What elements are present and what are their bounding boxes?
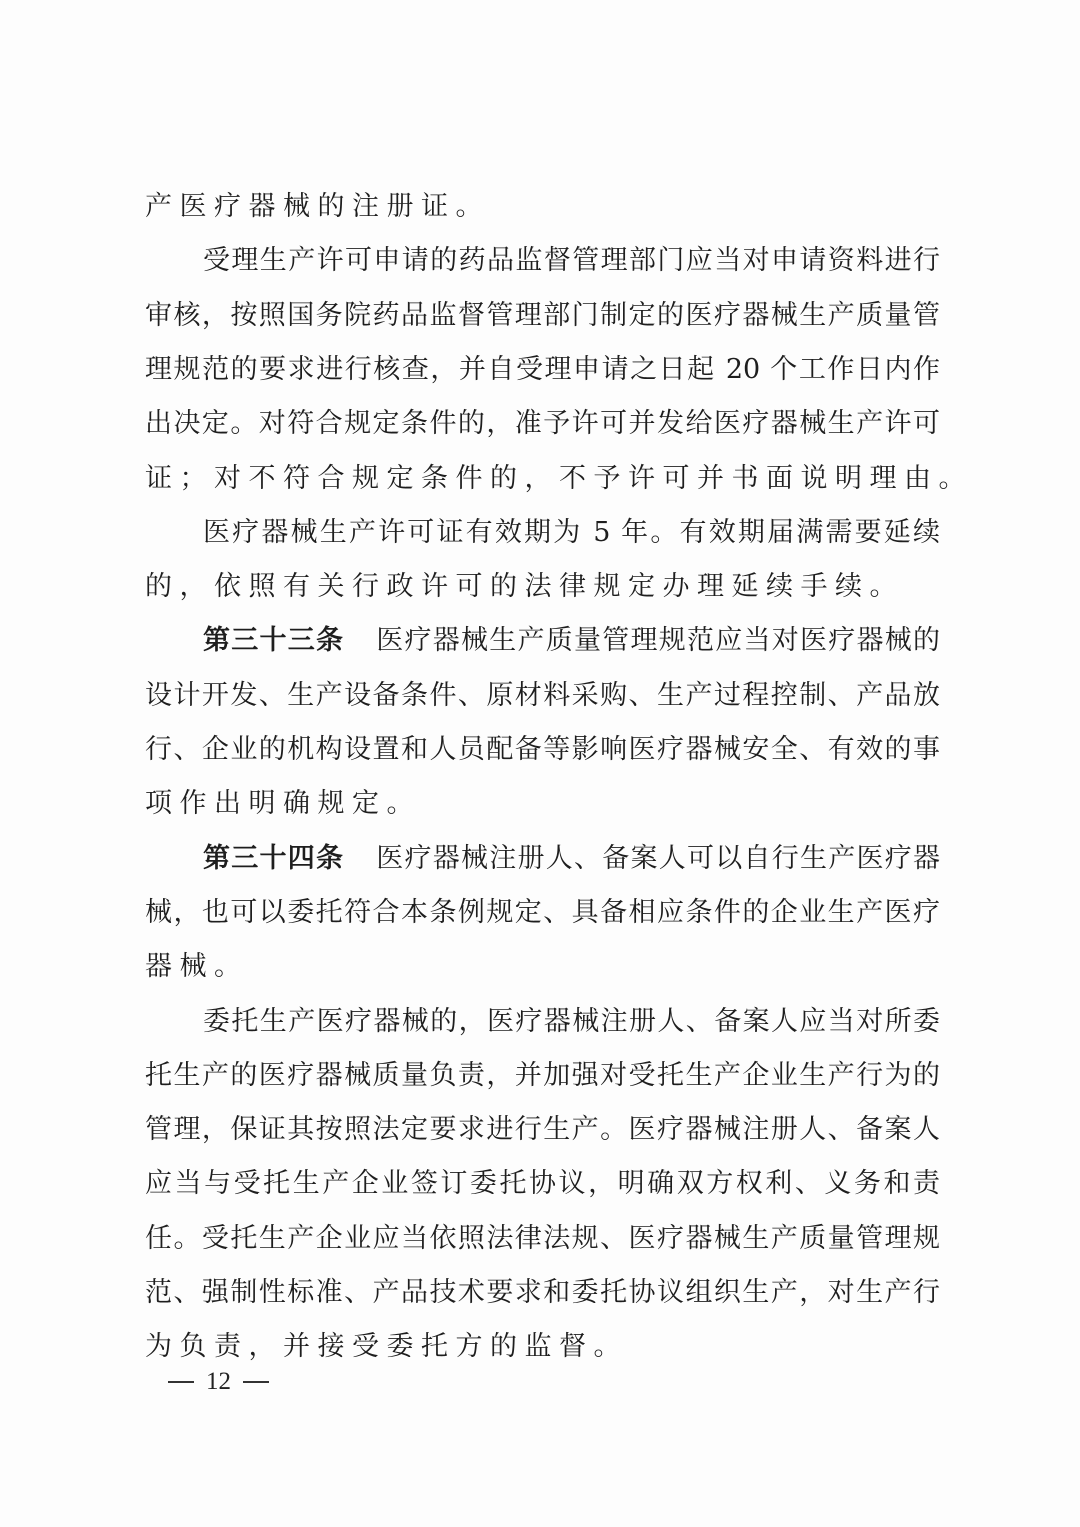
- line-text: 托生产的医疗器械质量负责，并加强对受托生产企业生产行为的: [145, 1059, 940, 1091]
- text-line: [145, 404, 940, 444]
- line-text: 行、企业的机构设置和人员配备等影响医疗器械安全、有效的事: [145, 734, 940, 765]
- line-text: 医疗器械生产质量管理规范应当对医疗器械的: [376, 625, 940, 657]
- text-line: [203, 1002, 940, 1042]
- article-heading: 第三十四条: [203, 842, 345, 874]
- line-text: 器械。: [145, 951, 249, 983]
- line-text: 证；对不符合规定条件的，不予许可并书面说明理由。: [145, 462, 973, 494]
- line-text: 受理生产许可申请的药品监督管理部门应当对申请资料进行: [203, 245, 940, 277]
- text-line: [145, 947, 940, 987]
- text-line: [145, 784, 940, 824]
- text-line: [145, 1273, 940, 1313]
- line-text: 医疗器械生产许可证有效期为 5 年。有效期届满需要延续: [203, 516, 940, 548]
- line-text: 管理，保证其按照法定要求进行生产。医疗器械注册人、备案人: [145, 1114, 940, 1146]
- text-line: [203, 241, 940, 281]
- line-text: 任。受托生产企业应当依照法律法规、医疗器械生产质量管理规: [145, 1222, 940, 1254]
- text-line: [203, 621, 940, 661]
- text-line: [145, 1164, 940, 1204]
- line-text: 为负责，并接受委托方的监督。: [145, 1331, 628, 1363]
- text-line: [145, 567, 940, 607]
- text-line: [145, 1219, 940, 1259]
- line-text: 的，依照有关行政许可的法律规定办理延续手续。: [145, 571, 904, 603]
- page-number-footer: [168, 1364, 269, 1400]
- text-line: [203, 513, 940, 553]
- right-dash: [243, 1381, 269, 1383]
- line-text: 应当与受托生产企业签订委托协议，明确双方权利、义务和责: [145, 1168, 940, 1200]
- text-line: [145, 296, 940, 336]
- page-number: 12: [206, 1368, 231, 1395]
- text-line: [145, 187, 940, 227]
- text-line: [145, 1110, 940, 1150]
- text-line: [203, 839, 940, 879]
- article-heading: 第三十三条: [203, 625, 345, 657]
- line-text: 出决定。对符合规定条件的，准予许可并发给医疗器械生产许可: [145, 408, 940, 440]
- text-line: [145, 1056, 940, 1096]
- line-text: 项作出明确规定。: [145, 788, 421, 820]
- line-text: 委托生产医疗器械的，医疗器械注册人、备案人应当对所委: [203, 1005, 940, 1037]
- line-text: 范、强制性标准、产品技术要求和委托协议组织生产，对生产行: [145, 1277, 940, 1308]
- line-text: 医疗器械注册人、备案人可以自行生产医疗器: [376, 842, 940, 874]
- text-line: [145, 676, 940, 716]
- text-line: [145, 1327, 940, 1367]
- text-line: [145, 893, 940, 933]
- left-dash: [168, 1381, 194, 1383]
- line-text: 设计开发、生产设备条件、原材料采购、生产过程控制、产品放: [145, 679, 940, 711]
- line-text: 械，也可以委托符合本条例规定、具备相应条件的企业生产医疗: [145, 896, 940, 928]
- line-text: 理规范的要求进行核查，并自受理申请之日起 20 个工作日内作: [145, 353, 940, 385]
- line-text: 审核，按照国务院药品监督管理部门制定的医疗器械生产质量管: [145, 299, 940, 331]
- text-line: [145, 350, 940, 390]
- text-line: [145, 459, 973, 499]
- line-text: 产医疗器械的注册证。: [145, 191, 490, 222]
- text-line: [145, 730, 940, 770]
